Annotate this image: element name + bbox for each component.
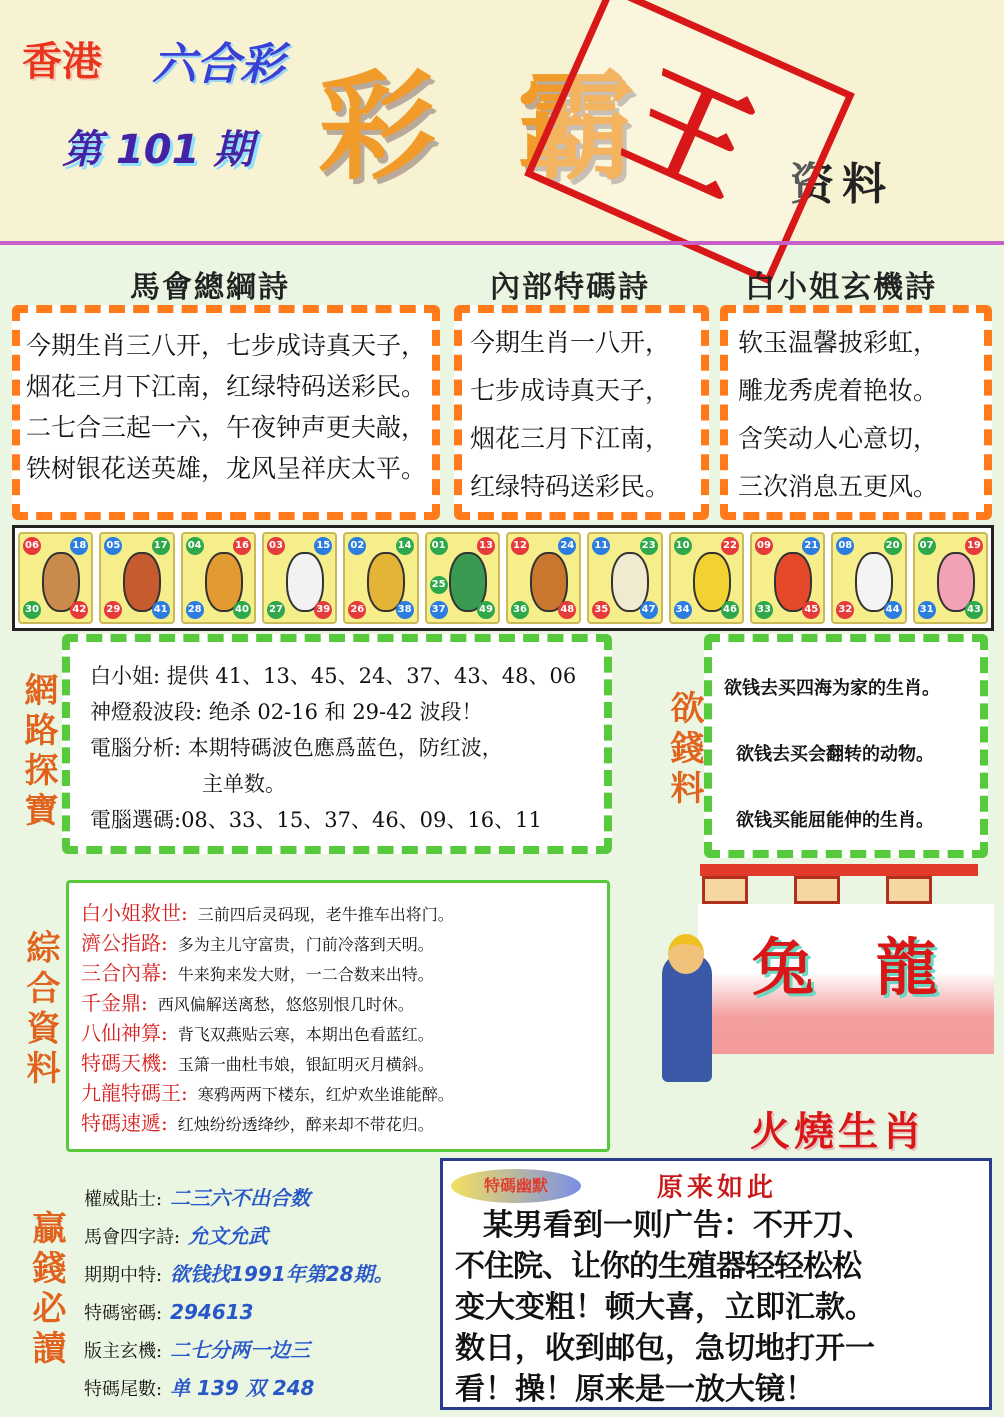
win-side-label: 贏錢必讀 [26,1210,66,1370]
zodiac-number: 13 [477,537,495,555]
poem-box-3 [720,305,992,520]
net-row-4: 主单数。 [202,772,286,796]
zodiac-number: 32 [836,601,854,619]
combo-side-label: 綜合資料 [20,930,60,1090]
zodiac-number: 36 [511,601,529,619]
win-row-label: 特碼尾數: [84,1379,163,1400]
zodiac-number: 12 [511,537,529,555]
zodiac-number: 04 [186,537,204,555]
poem-1-line-3: 二七合三起一六，午夜钟声更夫敲， [26,413,427,442]
zodiac-number: 49 [477,601,495,619]
combo-row-value: 寒鸦两两下楼东，红炉欢坐谁能醉。 [197,1085,454,1104]
combo-row-value: 西风偏解送离愁，悠悠别恨几时休。 [157,995,414,1014]
poem-1-line-4: 铁树银花送英雄，龙风呈祥庆太平。 [26,454,427,483]
joke-title: 原来如此 [657,1173,778,1203]
zodiac-number: 19 [965,537,983,555]
joke-line-5: 看！操！原来是一放大镜！ [455,1372,815,1407]
lamp-2 [794,876,840,904]
combo-row-value: 多为主儿守富贵，门前冷落到天明。 [177,935,434,954]
win-row [84,1370,436,1408]
zodiac-number: 07 [918,537,936,555]
title-liuhecai: 六合彩 [152,39,284,90]
net-row-1: 白小姐: 提供 41、13、45、24、37、43、48、06 [90,664,577,688]
issue-number: 第 101 期 [62,127,254,173]
zodiac-number: 22 [721,537,739,555]
zodiac-cell [99,532,174,624]
zodiac-number: 01 [430,537,448,555]
win-row-label: 馬會四字詩: [84,1227,181,1248]
zodiac-number: 34 [674,601,692,619]
combo-row [81,929,595,959]
painter-illustration [622,864,994,1084]
zodiac-cell [913,532,988,624]
zodiac-number: 35 [592,601,610,619]
combo-row-value: 玉箫一曲杜韦娘，银缸明灭月横斜。 [177,1055,434,1074]
win-row-value: 二七分两一边三 [170,1338,311,1362]
zodiac-number: 26 [348,601,366,619]
poem-box-1 [12,305,440,520]
win-row [84,1332,436,1370]
zodiac-cell [18,532,93,624]
zodiac-number: 29 [104,601,122,619]
poem-1-line-2: 烟花三月下江南，红绿特码送彩民。 [26,372,427,401]
net-row-3: 電腦分析: 本期特碼波色應爲蓝色，防红波， [90,736,503,760]
net-box [62,634,612,854]
net-row-5: 電腦選碼:08、33、15、37、46、09、16、11 [90,808,542,832]
combo-box [66,880,610,1152]
win-row-label: 版主玄機: [84,1341,163,1362]
combo-row [81,1079,595,1109]
joke-box [440,1158,992,1410]
poem-2-line-4: 红绿特码送彩民。 [470,472,671,501]
combo-row-value: 红烛纷纷透绛纱，醉来却不带花归。 [177,1115,434,1134]
zodiac-number: 46 [721,601,739,619]
zodiac-number: 11 [592,537,610,555]
zodiac-cell [750,532,825,624]
zodiac-cell [587,532,662,624]
zodiac-number: 20 [884,537,902,555]
poem-title-2: 內部特碼詩 [490,270,650,305]
poem-3-line-2: 雕龙秀虎着艳妆。 [738,376,939,405]
poem-2-line-2: 七步成诗真天子， [470,376,671,405]
zodiac-number: 43 [965,601,983,619]
win-row-value: 二三六不出合数 [170,1186,311,1210]
zodiac-number: 18 [70,537,88,555]
combo-row [81,989,595,1019]
win-row-label: 權威貼士: [84,1189,163,1210]
zodiac-number: 28 [186,601,204,619]
poem-3-line-1: 软玉温馨披彩虹， [738,328,939,357]
combo-row-label: 特碼天機: [81,1051,168,1075]
money-line-2: 欲钱去买会翻转的动物。 [736,744,934,765]
win-row-label: 期期中特: [84,1265,163,1286]
zodiac-number: 30 [23,601,41,619]
money-side-label: 欲錢料 [664,690,704,810]
poem-2-line-3: 烟花三月下江南， [470,424,671,453]
zodiac-number: 06 [23,537,41,555]
zodiac-number: 40 [233,601,251,619]
joke-badge: 特碼幽默 [451,1169,581,1203]
zodiac-cell [831,532,906,624]
money-line-1: 欲钱去买四海为家的生肖。 [724,678,940,699]
zodiac-number: 16 [233,537,251,555]
zodiac-number: 23 [640,537,658,555]
zodiac-number: 21 [802,537,820,555]
zodiac-cell [669,532,744,624]
zodiac-number: 02 [348,537,366,555]
money-line-3: 欲钱买能屈能伸的生肖。 [736,810,934,831]
joke-line-4: 数日，收到邮包，急切地打开一 [455,1331,875,1366]
win-row-value: 欲钱找1991年第28期。 [170,1262,394,1286]
lamp-1 [702,876,748,904]
zodiac-number: 44 [884,601,902,619]
lamp-rail [700,864,978,876]
zodiac-number: 39 [314,601,332,619]
lamp-3 [886,876,932,904]
poem-1-line-1: 今期生肖三八开，七步成诗真天子， [26,331,427,360]
zodiac-number: 48 [558,601,576,619]
win-row-label: 特碼密碼: [84,1303,163,1324]
subtitle: 资料 [790,159,894,210]
zodiac-number: 05 [104,537,122,555]
combo-row-label: 三合內幕: [81,961,168,985]
poem-box-2 [454,305,709,520]
zodiac-number: 27 [267,601,285,619]
zodiac-number: 42 [70,601,88,619]
zodiac-number: 37 [430,601,448,619]
combo-row-value: 背飞双燕贴云寒，本期出色看蓝红。 [177,1025,434,1044]
zodiac-number: 15 [314,537,332,555]
zodiac-number: 17 [152,537,170,555]
joke-line-3: 变大变粗！顿大喜，立即汇款。 [455,1290,875,1325]
net-row-2: 神燈殺波段: 绝杀 02-16 和 29-42 波段！ [90,700,483,724]
poem-3-line-4: 三次消息五更风。 [738,472,939,501]
combo-row-value: 牛来狗来发大财，一二合数来出特。 [177,965,434,984]
zodiac-number: 33 [755,601,773,619]
zodiac-number: 41 [152,601,170,619]
poem-2-line-1: 今期生肖一八开， [470,328,671,357]
zodiac-cell [506,532,581,624]
billboard-text: 兔 龍 [752,931,958,1004]
poem-title-3: 白小姐玄機詩 [745,270,937,305]
joke-line-1: 某男看到一则广告：不开刀、 [483,1208,873,1243]
win-row [84,1180,436,1218]
poem-title-1: 馬會總綱詩 [130,270,290,305]
joke-text [455,1205,985,1410]
combo-row [81,1019,595,1049]
win-row [84,1294,436,1332]
zodiac-number: 14 [396,537,414,555]
zodiac-number: 24 [558,537,576,555]
painter-caption: 火燒生肖 [750,1109,926,1155]
header-banner [0,0,1004,243]
title-hk: 香港 [22,39,102,85]
zodiac-strip [12,525,994,631]
zodiac-cell [425,532,500,624]
zodiac-number: 25 [430,576,448,594]
win-row-value: 单 139 双 248 [170,1376,315,1400]
zodiac-number: 45 [802,601,820,619]
zodiac-number: 09 [755,537,773,555]
header-divider [0,241,1004,245]
joke-line-2: 不住院、让你的生殖器轻轻松松 [455,1249,861,1284]
win-row [84,1256,436,1294]
zodiac-number: 03 [267,537,285,555]
net-side-label: 網路探寶 [18,672,58,832]
combo-row-label: 九龍特碼王: [81,1081,188,1105]
zodiac-number: 47 [640,601,658,619]
combo-row-label: 濟公指路: [81,931,168,955]
painter-head [668,934,704,974]
win-row [84,1218,436,1256]
combo-row [81,1049,595,1079]
main-title: 彩 霸 [318,58,656,196]
combo-row-label: 八仙神算: [81,1021,168,1045]
combo-row [81,899,595,929]
zodiac-number: 38 [396,601,414,619]
combo-row-label: 白小姐救世: [81,901,188,925]
zodiac-number: 08 [836,537,854,555]
zodiac-cell [181,532,256,624]
combo-row-label: 特碼速遞: [81,1111,168,1135]
zodiac-number: 31 [918,601,936,619]
combo-row [81,1109,595,1139]
zodiac-cell [262,532,337,624]
poem-3-line-3: 含笑动人心意切， [738,424,939,453]
combo-row [81,959,595,989]
zodiac-cell [343,532,418,624]
win-box [84,1180,436,1400]
win-row-value: 允文允武 [188,1224,269,1248]
red-stamp: 王 [524,0,855,285]
combo-row-label: 千金鼎: [81,991,148,1015]
money-box [704,634,988,858]
combo-row-value: 三前四后灵码现，老牛推车出将门。 [197,905,454,924]
win-row-value: 294613 [170,1300,254,1324]
zodiac-number: 10 [674,537,692,555]
